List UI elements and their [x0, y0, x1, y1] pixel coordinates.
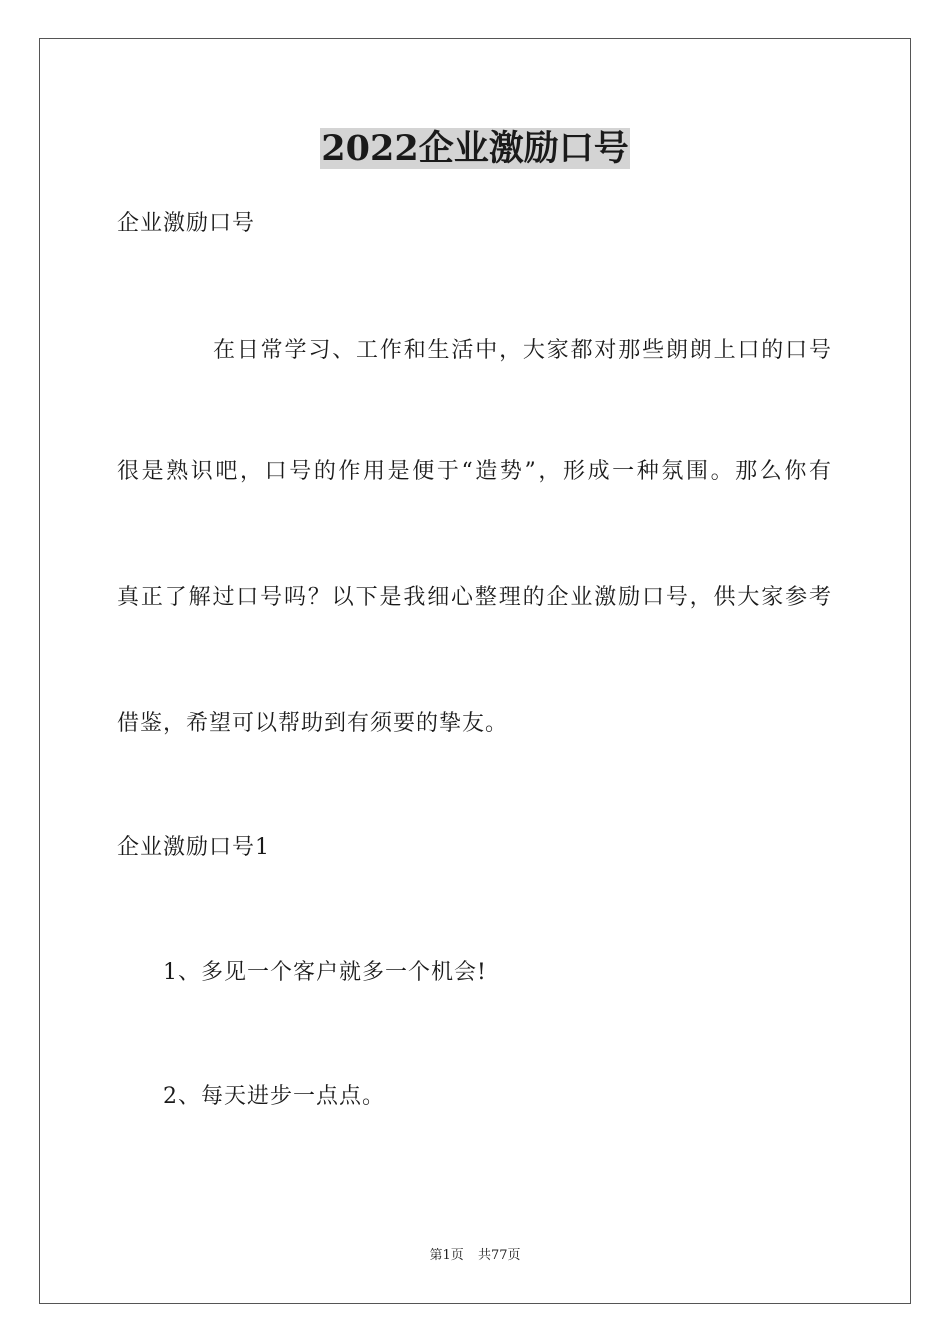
page-footer: [0, 1247, 950, 1265]
intro-paragraph-line-4: 借鉴，希望可以帮助到有须要的挚友。: [117, 711, 509, 736]
intro-paragraph-line-1: 在日常学习、工作和生活中，大家都对那些朗朗上口的口号: [213, 338, 831, 363]
intro-paragraph-line-3: 真正了解过口号吗？以下是我细心整理的企业激励口号，供大家参考: [117, 585, 831, 610]
page-total: 共77页: [477, 1248, 521, 1263]
list-item: 2、每天进步一点点。: [163, 1084, 385, 1109]
document-title: 2022企业激励口号: [321, 128, 629, 169]
document-subtitle: 企业激励口号: [117, 211, 256, 236]
page-number: 第1页: [429, 1248, 464, 1263]
list-item: 1、多见一个客户就多一个机会!: [163, 960, 487, 985]
section-heading: 企业激励口号1: [117, 835, 270, 860]
intro-paragraph-line-2: 很是熟识吧，口号的作用是便于“造势”，形成一种氛围。那么你有: [117, 459, 831, 484]
